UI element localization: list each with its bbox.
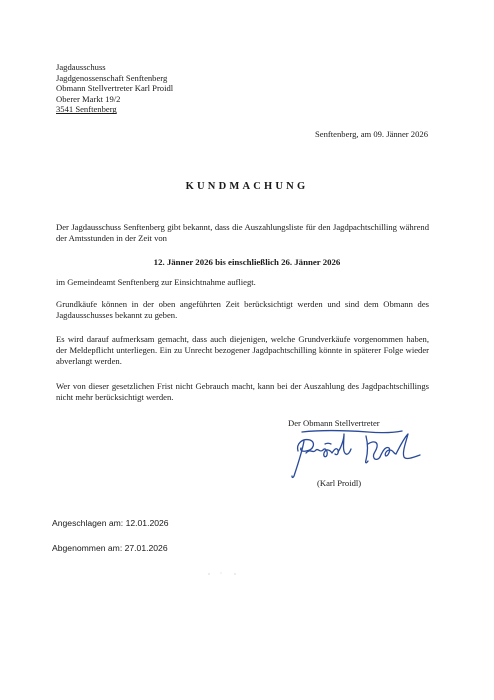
paragraph-deadline: Wer von dieser gesetzlichen Frist nicht Gebrauch macht, kann bei der Auszahlung des Jagdpachtschillings nicht mehr berücksichtigt werden. [56,381,429,403]
posted-date: Angeschlagen am: 12.01.2026 [52,518,169,528]
sender-line-street: Oberer Markt 19/2 [56,93,121,104]
sender-line-association: Jagdgenossenschaft Senftenberg [56,72,168,83]
paragraph-land-sales: Es wird darauf aufmerksam gemacht, dass auch diejenigen, welche Grundverkäufe vorgenommen haben, der Meldepflicht unterliegen. Ein zu Unrecht bezogener Jagdpachtschilling könnte in späterer Folge wieder abverlangt werden. [56,334,429,367]
sender-line-city: 3541 Senftenberg [56,104,117,115]
place-date: Senftenberg, am 09. Jänner 2026 [315,129,428,139]
handwritten-signature [280,420,440,482]
document-title: KUNDMACHUNG [185,181,309,192]
sender-line-committee: Jagdausschuss [56,62,106,72]
signature-block [280,418,460,498]
signatory-name: (Karl Proidl) [317,478,362,488]
paragraph-announcement: Der Jagdausschuss Senftenberg gibt bekannt, dass die Auszahlungsliste für den Jagdpachtschilling während der Amtsstunden in der Zeit von [56,222,429,244]
signature-title: Der Obmann Stellvertreter [288,418,380,428]
removed-date: Abgenommen am: 27.01.2026 [52,543,168,553]
sender-address [56,62,173,115]
scan-specks [205,571,245,577]
paragraph-location: im Gemeindeamt Senftenberg zur Einsichtnahme aufliegt. [56,277,256,287]
paragraph-dates: 12. Jänner 2026 bis einschließlich 26. Jänner 2026 [153,257,341,267]
paragraph-land-purchases: Grundkäufe können in der oben angeführten Zeit berücksichtigt werden und sind dem Obmann des Jagdausschusses bekannt zu geben. [56,299,429,321]
sender-line-deputy: Obmann Stellvertreter Karl Proidl [56,83,174,94]
